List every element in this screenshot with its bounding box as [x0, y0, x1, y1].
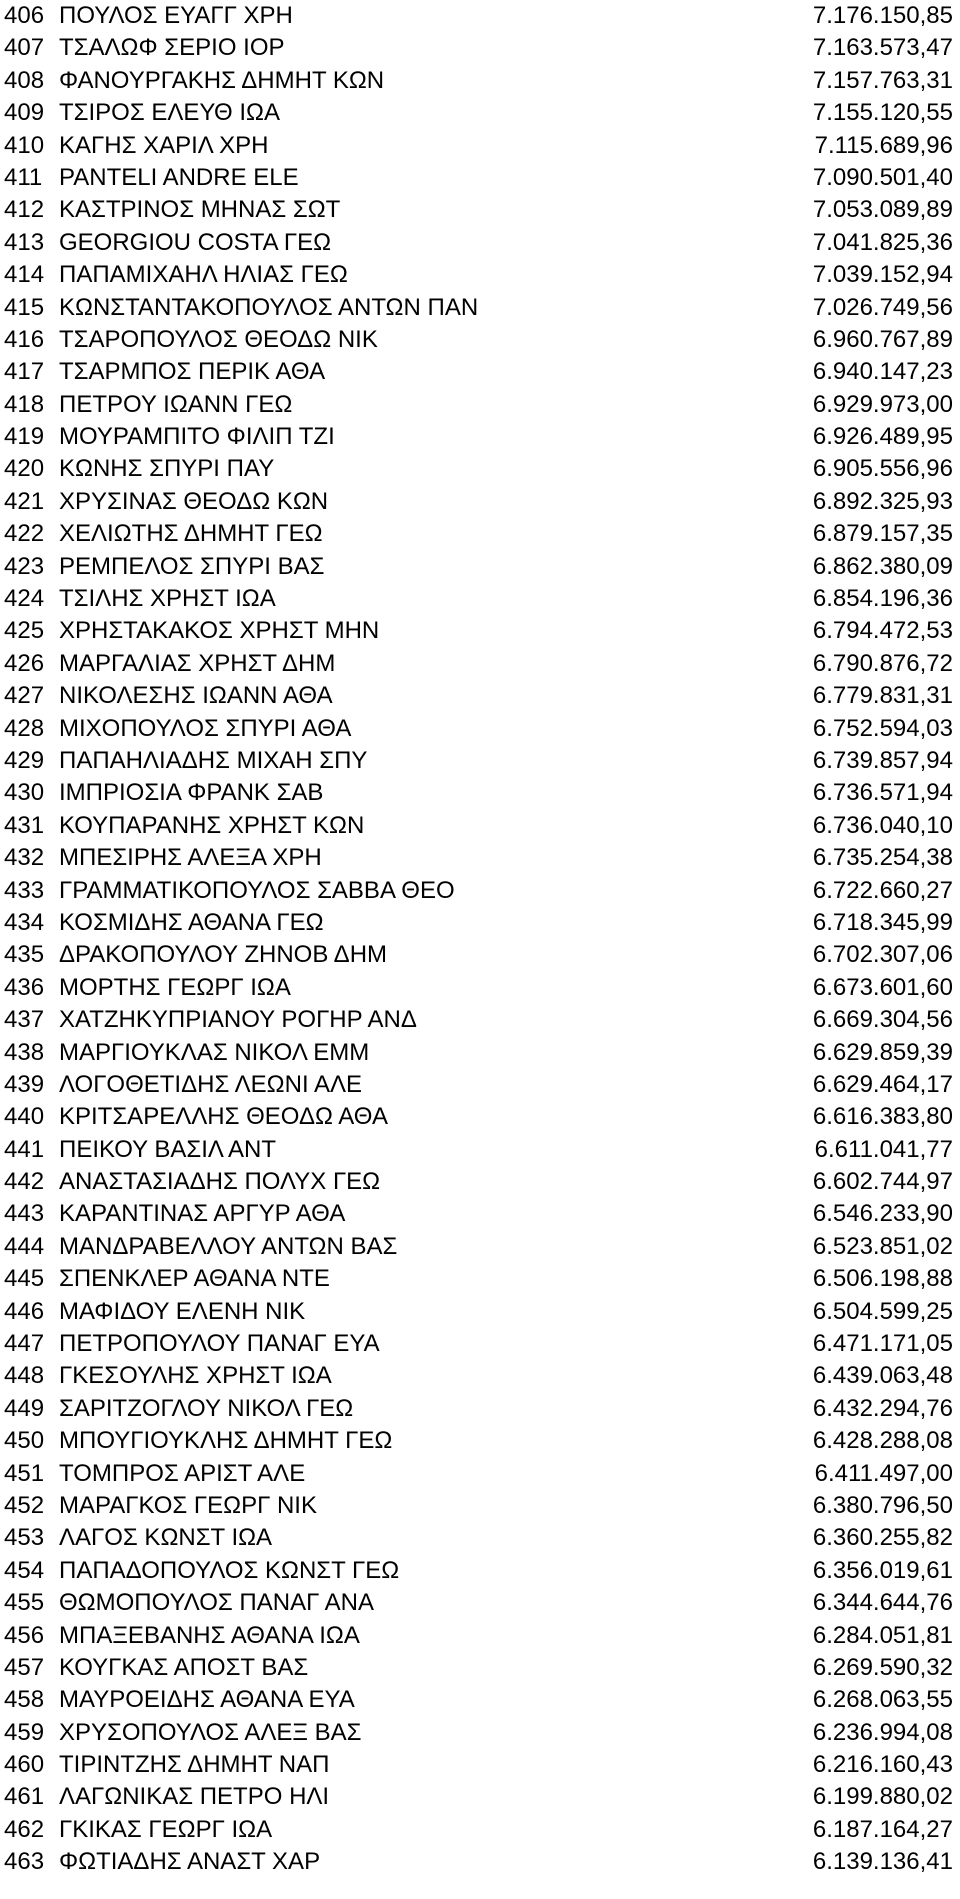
list-item — [0, 907, 960, 939]
rank-number: 423 — [4, 552, 45, 580]
rank-number: 450 — [4, 1427, 45, 1455]
person-name: ΚΡΙΤΣΑΡΕΛΛΗΣ ΘΕΟΔΩ ΑΘΑ — [59, 1103, 389, 1131]
amount-value: 7.053.089,89 — [812, 196, 953, 224]
list-item — [0, 680, 960, 712]
amount-value: 7.163.573,47 — [812, 34, 953, 62]
rank-number: 436 — [4, 973, 45, 1001]
list-item — [0, 0, 960, 32]
list-item — [0, 1101, 960, 1133]
list-item — [0, 842, 960, 874]
list-item — [0, 875, 960, 907]
rank-number: 452 — [4, 1491, 45, 1519]
person-name: ΧΑΤΖΗΚΥΠΡΙΑΝΟΥ ΡΟΓΗΡ ΑΝΔ — [59, 1006, 417, 1034]
amount-value: 6.736.040,10 — [812, 811, 953, 839]
list-item — [0, 1587, 960, 1619]
list-item — [0, 1166, 960, 1198]
amount-value: 6.892.325,93 — [812, 487, 953, 515]
person-name: ΠΟΥΛΟΣ ΕΥΑΓΓ ΧΡΗ — [59, 2, 293, 29]
amount-value: 6.736.571,94 — [812, 779, 953, 807]
list-item — [0, 1652, 960, 1684]
rank-number: 455 — [4, 1589, 45, 1617]
person-name: ΧΕΛΙΩΤΗΣ ΔΗΜΗΤ ΓΕΩ — [59, 520, 323, 548]
amount-value: 7.090.501,40 — [812, 163, 953, 191]
rank-number: 443 — [4, 1200, 45, 1228]
person-name: ΤΙΡΙΝΤΖΗΣ ΔΗΜΗΤ ΝΑΠ — [59, 1751, 330, 1779]
list-item — [0, 1296, 960, 1328]
list-item — [0, 486, 960, 518]
list-item — [0, 1555, 960, 1587]
rank-number: 414 — [4, 261, 45, 289]
rank-number: 426 — [4, 649, 45, 677]
person-name: ΚΑΓΗΣ ΧΑΡΙΛ ΧΡΗ — [59, 131, 269, 159]
amount-value: 6.629.464,17 — [812, 1070, 953, 1098]
rank-number: 451 — [4, 1459, 45, 1487]
amount-value: 6.356.019,61 — [812, 1556, 953, 1584]
list-item — [0, 1360, 960, 1392]
list-item — [0, 1328, 960, 1360]
person-name: ΠΑΠΑΜΙΧΑΗΛ ΗΛΙΑΣ ΓΕΩ — [59, 261, 348, 289]
rank-number: 425 — [4, 617, 45, 645]
list-item — [0, 1198, 960, 1230]
amount-value: 6.629.859,39 — [812, 1038, 953, 1066]
person-name: ΧΡΥΣΟΠΟΥΛΟΣ ΑΛΕΞ ΒΑΣ — [59, 1718, 362, 1746]
rank-number: 463 — [4, 1848, 45, 1876]
amount-value: 6.779.831,31 — [812, 682, 953, 710]
amount-value: 6.344.644,76 — [812, 1589, 953, 1617]
list-item — [0, 1134, 960, 1166]
amount-value: 6.268.063,55 — [812, 1686, 953, 1714]
person-name: ΓΚΙΚΑΣ ΓΕΩΡΓ ΙΩΑ — [59, 1815, 273, 1843]
person-name: ΜΟΥΡΑΜΠΙΤΟ ΦΙΛΙΠ ΤΖΙ — [59, 423, 335, 451]
rank-number: 412 — [4, 196, 45, 224]
person-name: ΤΣΙΛΗΣ ΧΡΗΣΤ ΙΩΑ — [59, 585, 276, 613]
list-item — [0, 97, 960, 129]
person-name: ΦΑΝΟΥΡΓΑΚΗΣ ΔΗΜΗΤ ΚΩΝ — [59, 66, 385, 94]
person-name: ΑΝΑΣΤΑΣΙΑΔΗΣ ΠΟΛΥΧ ΓΕΩ — [59, 1168, 381, 1196]
list-item — [0, 162, 960, 194]
amount-value: 6.879.157,35 — [812, 520, 953, 548]
list-item — [0, 1458, 960, 1490]
list-item — [0, 356, 960, 388]
list-item — [0, 292, 960, 324]
person-name: ΚΩΝΣΤΑΝΤΑΚΟΠΟΥΛΟΣ ΑΝΤΩΝ ΠΑΝ — [59, 293, 479, 321]
amount-value: 6.735.254,38 — [812, 844, 953, 872]
person-name: ΤΟΜΠΡΟΣ ΑΡΙΣΤ ΑΛΕ — [59, 1459, 306, 1487]
person-name: ΧΡΗΣΤΑΚΑΚΟΣ ΧΡΗΣΤ ΜΗΝ — [59, 617, 380, 645]
rank-number: 419 — [4, 423, 45, 451]
list-item — [0, 713, 960, 745]
rank-number: 447 — [4, 1330, 45, 1358]
amount-value: 7.039.152,94 — [812, 261, 953, 289]
rank-number: 409 — [4, 99, 45, 127]
rank-number: 435 — [4, 941, 45, 969]
list-item — [0, 389, 960, 421]
amount-value: 6.611.041,77 — [814, 1135, 953, 1163]
person-name: ΛΑΓΩΝΙΚΑΣ ΠΕΤΡΟ ΗΛΙ — [59, 1783, 330, 1811]
rank-number: 454 — [4, 1556, 45, 1584]
rank-number: 416 — [4, 325, 45, 353]
person-name: ΜΑΝΔΡΑΒΕΛΛΟΥ ΑΝΤΩΝ ΒΑΣ — [59, 1232, 398, 1260]
person-name: ΚΟΣΜΙΔΗΣ ΑΘΑΝΑ ΓΕΩ — [59, 908, 324, 936]
person-name: ΜΑΡΑΓΚΟΣ ΓΕΩΡΓ ΝΙΚ — [59, 1491, 317, 1519]
person-name: ΤΣΑΛΩΦ ΣΕΡΙΟ ΙΟΡ — [59, 34, 285, 62]
rank-number: 444 — [4, 1232, 45, 1260]
amount-value: 6.905.556,96 — [812, 455, 953, 483]
amount-value: 6.428.288,08 — [812, 1427, 953, 1455]
person-name: ΝΙΚΟΛΕΣΗΣ ΙΩΑΝΝ ΑΘΑ — [59, 682, 333, 710]
person-name: ΤΣΙΡΟΣ ΕΛΕΥΘ ΙΩΑ — [59, 99, 281, 127]
person-name: ΜΑΡΓΙΟΥΚΛΑΣ ΝΙΚΟΛ ΕΜΜ — [59, 1038, 370, 1066]
list-item — [0, 615, 960, 647]
amount-value: 6.439.063,48 — [812, 1362, 953, 1390]
amount-value: 6.739.857,94 — [812, 746, 953, 774]
rank-number: 440 — [4, 1103, 45, 1131]
rank-number: 417 — [4, 358, 45, 386]
rank-number: 415 — [4, 293, 45, 321]
amount-value: 7.026.749,56 — [812, 293, 953, 321]
rank-number: 431 — [4, 811, 45, 839]
person-name: ΚΑΡΑΝΤΙΝΑΣ ΑΡΓΥΡ ΑΘΑ — [59, 1200, 346, 1228]
person-name: ΙΜΠΡΙΟΣΙΑ ΦΡΑΝΚ ΣΑΒ — [59, 779, 324, 807]
list-item — [0, 32, 960, 64]
person-name: ΓΡΑΜΜΑΤΙΚΟΠΟΥΛΟΣ ΣΑΒΒΑ ΘΕΟ — [59, 876, 455, 904]
person-name: ΜΟΡΤΗΣ ΓΕΩΡΓ ΙΩΑ — [59, 973, 291, 1001]
rank-number: 437 — [4, 1006, 45, 1034]
person-name: ΓΚΕΣΟΥΛΗΣ ΧΡΗΣΤ ΙΩΑ — [59, 1362, 332, 1390]
list-item — [0, 939, 960, 971]
amount-value: 7.155.120,55 — [812, 99, 953, 127]
rank-number: 428 — [4, 714, 45, 742]
list-item — [0, 324, 960, 356]
person-name: ΠΕΤΡΟΥ ΙΩΑΝΝ ΓΕΩ — [59, 390, 293, 418]
rank-number: 418 — [4, 390, 45, 418]
person-name: ΜΙΧΟΠΟΥΛΟΣ ΣΠΥΡΙ ΑΘΑ — [59, 714, 352, 742]
amount-value: 6.862.380,09 — [812, 552, 953, 580]
amount-value: 6.960.767,89 — [812, 325, 953, 353]
list-item — [0, 1393, 960, 1425]
rank-number: 457 — [4, 1653, 45, 1681]
amount-value: 6.187.164,27 — [812, 1815, 953, 1843]
rank-number: 422 — [4, 520, 45, 548]
amount-value: 6.718.345,99 — [812, 908, 953, 936]
rank-number: 449 — [4, 1394, 45, 1422]
list-item — [0, 130, 960, 162]
amount-value: 7.157.763,31 — [812, 66, 953, 94]
list-item — [0, 518, 960, 550]
list-item — [0, 1620, 960, 1652]
rank-number: 410 — [4, 131, 45, 159]
list-item — [0, 1490, 960, 1522]
person-name: ΦΩΤΙΑΔΗΣ ΑΝΑΣΤ ΧΑΡ — [59, 1848, 321, 1876]
rank-number: 430 — [4, 779, 45, 807]
amount-value: 6.216.160,43 — [812, 1751, 953, 1779]
amount-value: 6.752.594,03 — [812, 714, 953, 742]
list-item — [0, 1231, 960, 1263]
list-item — [0, 194, 960, 226]
person-name: ΠΕΙΚΟΥ ΒΑΣΙΛ ΑΝΤ — [59, 1135, 276, 1163]
person-name: ΚΟΥΠΑΡΑΝΗΣ ΧΡΗΣΤ ΚΩΝ — [59, 811, 365, 839]
list-item — [0, 1004, 960, 1036]
rank-number: 461 — [4, 1783, 45, 1811]
rank-number: 459 — [4, 1718, 45, 1746]
amount-value: 7.041.825,36 — [812, 228, 953, 256]
amount-value: 6.602.744,97 — [812, 1168, 953, 1196]
amount-value: 6.380.796,50 — [812, 1491, 953, 1519]
rank-number: 433 — [4, 876, 45, 904]
amount-value: 6.926.489,95 — [812, 423, 953, 451]
amount-value: 6.199.880,02 — [812, 1783, 953, 1811]
amount-value: 6.673.601,60 — [812, 973, 953, 1001]
person-name: ΚΑΣΤΡΙΝΟΣ ΜΗΝΑΣ ΣΩΤ — [59, 196, 341, 224]
amount-value: 7.115.689,96 — [814, 131, 953, 159]
person-name: ΤΣΑΡΜΠΟΣ ΠΕΡΙΚ ΑΘΑ — [59, 358, 326, 386]
rank-number: 408 — [4, 66, 45, 94]
person-name: ΜΑΦΙΔΟΥ ΕΛΕΝΗ ΝΙΚ — [59, 1297, 306, 1325]
rank-number: 446 — [4, 1297, 45, 1325]
list-item — [0, 1522, 960, 1554]
list-item — [0, 1846, 960, 1878]
amount-value: 6.794.472,53 — [812, 617, 953, 645]
list-item — [0, 1263, 960, 1295]
amount-value: 7.176.150,85 — [812, 2, 953, 29]
person-name: ΚΟΥΓΚΑΣ ΑΠΟΣΤ ΒΑΣ — [59, 1653, 309, 1681]
person-name: ΡΕΜΠΕΛΟΣ ΣΠΥΡΙ ΒΑΣ — [59, 552, 325, 580]
amount-value: 6.669.304,56 — [812, 1006, 953, 1034]
list-item — [0, 1425, 960, 1457]
list-item — [0, 1814, 960, 1846]
rank-number: 442 — [4, 1168, 45, 1196]
person-name: ΧΡΥΣΙΝΑΣ ΘΕΟΔΩ ΚΩΝ — [59, 487, 329, 515]
amount-value: 6.929.973,00 — [812, 390, 953, 418]
amount-value: 6.139.136,41 — [812, 1848, 953, 1876]
amount-value: 6.269.590,32 — [812, 1653, 953, 1681]
person-name: ΘΩΜΟΠΟΥΛΟΣ ΠΑΝΑΓ ΑΝΑ — [59, 1589, 375, 1617]
amount-value: 6.523.851,02 — [812, 1232, 953, 1260]
rank-number: 448 — [4, 1362, 45, 1390]
person-name: ΜΠΑΞΕΒΑΝΗΣ ΑΘΑΝΑ ΙΩΑ — [59, 1621, 360, 1649]
rank-number: 407 — [4, 34, 45, 62]
person-name: ΣΠΕΝΚΛΕΡ ΑΘΑΝΑ ΝΤΕ — [59, 1265, 330, 1293]
rank-number: 456 — [4, 1621, 45, 1649]
person-name: ΜΑΥΡΟΕΙΔΗΣ ΑΘΑΝΑ ΕΥΑ — [59, 1686, 355, 1714]
amount-value: 6.236.994,08 — [812, 1718, 953, 1746]
list-item — [0, 1684, 960, 1716]
list-item — [0, 972, 960, 1004]
rank-number: 453 — [4, 1524, 45, 1552]
person-name: ΛΑΓΟΣ ΚΩΝΣΤ ΙΩΑ — [59, 1524, 273, 1552]
list-item — [0, 259, 960, 291]
person-name: ΜΠΕΣΙΡΗΣ ΑΛΕΞΑ ΧΡΗ — [59, 844, 322, 872]
person-name: ΠΕΤΡΟΠΟΥΛΟΥ ΠΑΝΑΓ ΕΥΑ — [59, 1330, 380, 1358]
person-name: GEORGIOU COSTA ΓΕΩ — [59, 228, 332, 256]
list-item — [0, 227, 960, 259]
rank-number: 445 — [4, 1265, 45, 1293]
list-item — [0, 421, 960, 453]
rank-number: 421 — [4, 487, 45, 515]
list-item — [0, 65, 960, 97]
person-name: ΠΑΠΑΗΛΙΑΔΗΣ ΜΙΧΑΗ ΣΠΥ — [59, 746, 368, 774]
rank-number: 429 — [4, 746, 45, 774]
rank-number: 413 — [4, 228, 45, 256]
person-name: ΣΑΡΙΤΖΟΓΛΟΥ ΝΙΚΟΛ ΓΕΩ — [59, 1394, 354, 1422]
list-item — [0, 745, 960, 777]
rank-number: 432 — [4, 844, 45, 872]
amount-value: 6.432.294,76 — [812, 1394, 953, 1422]
amount-value: 6.284.051,81 — [812, 1621, 953, 1649]
amount-value: 6.471.171,05 — [812, 1330, 953, 1358]
rank-number: 462 — [4, 1815, 45, 1843]
list-item — [0, 583, 960, 615]
person-name: ΜΑΡΓΑΛΙΑΣ ΧΡΗΣΤ ΔΗΜ — [59, 649, 336, 677]
amount-value: 6.702.307,06 — [812, 941, 953, 969]
amount-value: 6.790.876,72 — [812, 649, 953, 677]
person-name: ΠΑΠΑΔΟΠΟΥΛΟΣ ΚΩΝΣΤ ΓΕΩ — [59, 1556, 400, 1584]
rank-number: 438 — [4, 1038, 45, 1066]
amount-value: 6.546.233,90 — [812, 1200, 953, 1228]
rank-number: 441 — [4, 1135, 45, 1163]
list-item — [0, 777, 960, 809]
rank-number: 420 — [4, 455, 45, 483]
rank-number: 427 — [4, 682, 45, 710]
rank-number: 424 — [4, 585, 45, 613]
list-item — [0, 1749, 960, 1781]
amount-value: 6.360.255,82 — [812, 1524, 953, 1552]
rank-number: 434 — [4, 908, 45, 936]
amount-value: 6.411.497,00 — [814, 1459, 953, 1487]
rank-number: 439 — [4, 1070, 45, 1098]
amount-value: 6.854.196,36 — [812, 585, 953, 613]
amount-value: 6.506.198,88 — [812, 1265, 953, 1293]
person-name: ΚΩΝΗΣ ΣΠΥΡΙ ΠΑΥ — [59, 455, 275, 483]
rank-number: 460 — [4, 1751, 45, 1779]
amount-value: 6.940.147,23 — [812, 358, 953, 386]
list-item — [0, 551, 960, 583]
list-item — [0, 1037, 960, 1069]
rank-number: 411 — [4, 163, 43, 191]
list-item — [0, 810, 960, 842]
rank-number: 458 — [4, 1686, 45, 1714]
person-name: ΤΣΑΡΟΠΟΥΛΟΣ ΘΕΟΔΩ ΝΙΚ — [59, 325, 378, 353]
person-name: ΛΟΓΟΘΕΤΙΔΗΣ ΛΕΩΝΙ ΑΛΕ — [59, 1070, 362, 1098]
amount-value: 6.616.383,80 — [812, 1103, 953, 1131]
person-name: PANTELI ANDRE ELE — [59, 163, 299, 191]
list-item — [0, 1781, 960, 1813]
list-item — [0, 648, 960, 680]
person-name: ΔΡΑΚΟΠΟΥΛΟΥ ΖΗΝΟΒ ΔΗΜ — [59, 941, 388, 969]
rank-number: 406 — [4, 2, 45, 29]
person-name: ΜΠΟΥΓΙΟΥΚΛΗΣ ΔΗΜΗΤ ΓΕΩ — [59, 1427, 393, 1455]
amount-value: 6.722.660,27 — [812, 876, 953, 904]
amount-value: 6.504.599,25 — [812, 1297, 953, 1325]
list-item — [0, 1717, 960, 1749]
list-item — [0, 453, 960, 485]
list-item — [0, 1069, 960, 1101]
